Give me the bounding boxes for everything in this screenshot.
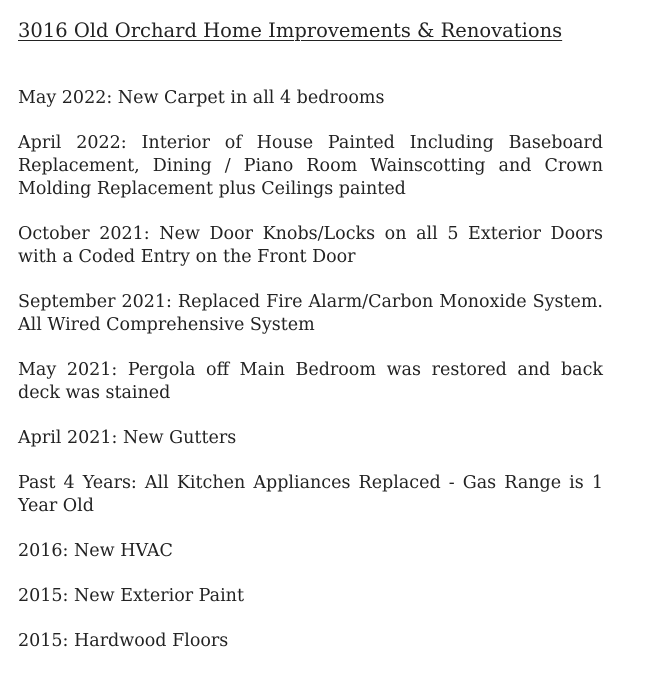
document-page [18,18,603,653]
improvement-entry: April 2022: Interior of House Painted Including Baseboard Replacement, Dining / Piano Room Wainscotting and Crown Molding Replacement plus Ceilings painted [18,133,603,199]
improvement-entry: October 2021: New Door Knobs/Locks on all 5 Exterior Doors with a Coded Entry on the Front Door [18,224,603,267]
improvement-entry: 2015: New Exterior Paint [18,586,244,606]
improvement-entry: 2016: New HVAC [18,541,173,561]
improvement-entry: September 2021: Replaced Fire Alarm/Carbon Monoxide System. All Wired Comprehensive System [18,292,603,335]
document-title: 3016 Old Orchard Home Improvements & Renovations [18,19,563,42]
improvement-entry: 2015: Hardwood Floors [18,631,229,651]
improvement-entry: Past 4 Years: All Kitchen Appliances Replaced - Gas Range is 1 Year Old [18,473,603,516]
improvements-list [18,87,603,653]
improvement-entry: May 2022: New Carpet in all 4 bedrooms [18,88,385,108]
improvement-entry: May 2021: Pergola off Main Bedroom was restored and back deck was stained [18,360,603,403]
improvement-entry: April 2021: New Gutters [18,428,237,448]
